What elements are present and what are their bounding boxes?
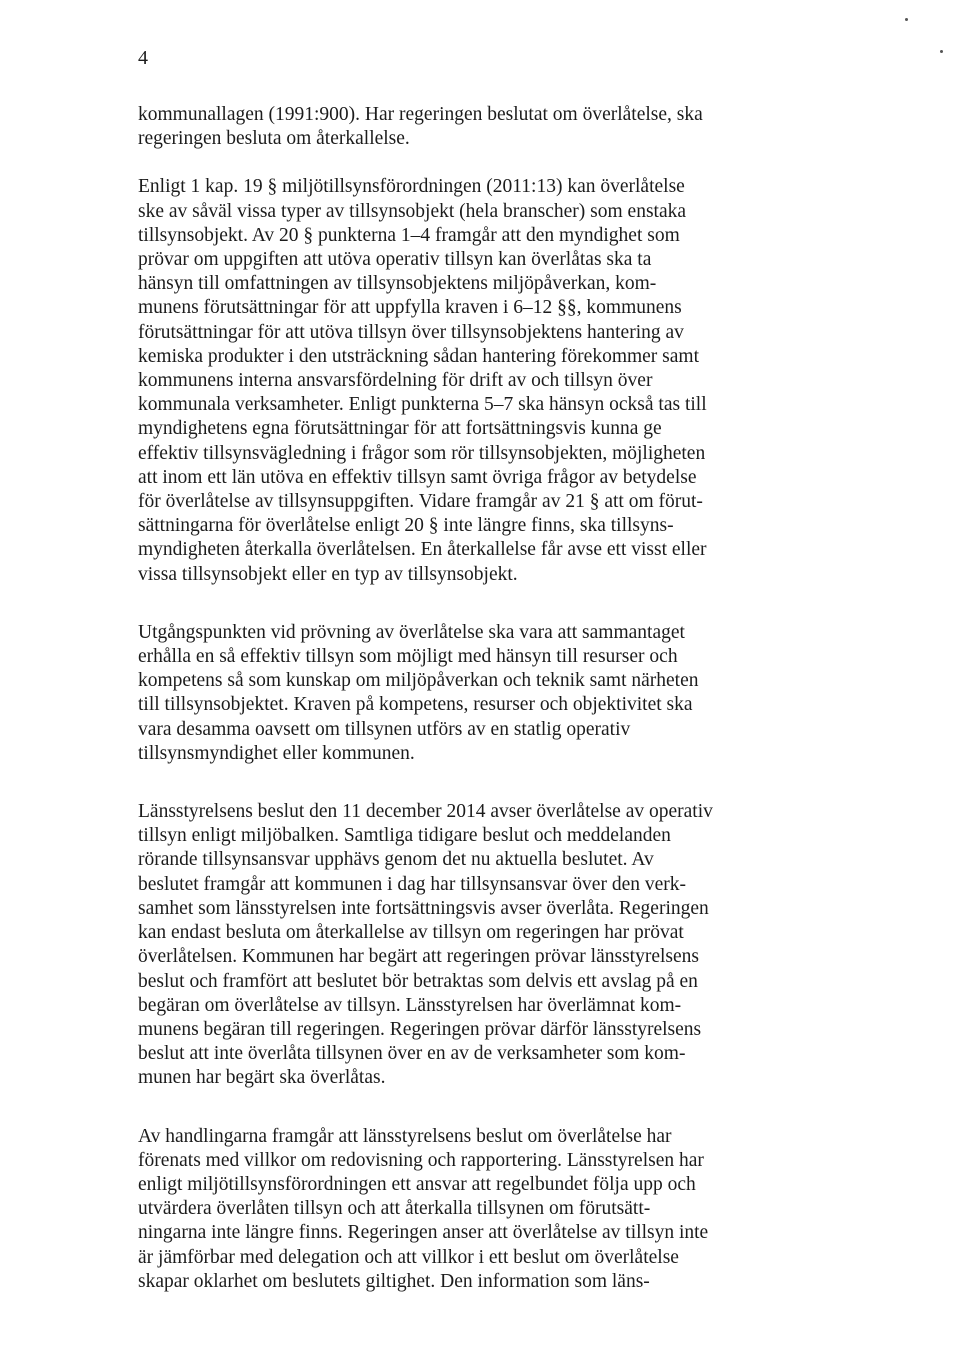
text-line: beslut och framfört att beslutet bör betraktas som delvis ett avslag på en [138, 970, 698, 992]
text-line: kommunens interna ansvarsfördelning för drift av och tillsyn över [138, 370, 653, 392]
text-line: begäran om överlåtelse av tillsyn. Länsstyrelsen har överlämnat kom- [138, 994, 682, 1016]
text-line: myndigheten återkalla överlåtelsen. En återkallelse får avse ett visst eller [138, 539, 707, 561]
document-body [138, 103, 778, 1294]
paragraph-2 [138, 175, 778, 586]
text-line: kompetens så som kunskap om miljöpåverkan och teknik samt närheten [138, 670, 699, 692]
text-line: tillsynsobjekt. Av 20 § punkterna 1–4 framgår att den myndighet som [138, 224, 680, 246]
text-line: beslutet framgår att kommunen i dag har tillsynsansvar över den verk- [138, 873, 686, 895]
scan-speck [940, 50, 943, 53]
text-line: beslut att inte överlåta tillsynen över en av de verksamheter som kom- [138, 1043, 686, 1065]
text-line: kemiska produkter i den utsträckning sådan hantering förekommer samt [138, 345, 700, 367]
text-line: hänsyn till omfattningen av tillsynsobjektens miljöpåverkan, kom- [138, 273, 657, 295]
text-line: prövar om uppgiften att utöva operativ tillsyn kan överlåtas ska ta [138, 249, 652, 271]
text-line: förutsättningar för att utöva tillsyn över tillsynsobjektens hantering av [138, 321, 684, 343]
text-line: Enligt 1 kap. 19 § miljötillsynsförordningen (2011:13) kan överlåtelse [138, 176, 685, 198]
text-line: överlåtelsen. Kommunen har begärt att regeringen prövar länsstyrelsens [138, 946, 699, 968]
text-line: till tillsynsobjektet. Kraven på kompetens, resurser och objektivitet ska [138, 694, 693, 716]
text-line: utvärdera överlåten tillsyn och att återkalla tillsynen om förutsätt- [138, 1198, 651, 1220]
text-line: att inom ett län utöva en effektiv tillsyn samt övriga frågor av betydelse [138, 466, 697, 488]
text-line: kommunallagen (1991:900). Har regeringen beslutat om överlåtelse, ska [138, 104, 703, 125]
text-line: effektiv tillsynsvägledning i frågor som rör tillsynsobjekten, möjligheten [138, 442, 706, 464]
text-line: ske av såväl vissa typer av tillsynsobjekt (hela branscher) som enstaka [138, 200, 687, 222]
text-line: rörande tillsynsansvar upphävs genom det nu aktuella beslutet. Av [138, 849, 654, 871]
text-line: erhålla en så effektiv tillsyn som möjligt med hänsyn till resurser och [138, 646, 678, 668]
text-line: tillsynsmyndighet eller kommunen. [138, 742, 415, 764]
text-line: samhet som länsstyrelsen inte fortsättningsvis avser överlåta. Regeringen [138, 897, 709, 919]
text-line: för överlåtelse av tillsynsuppgiften. Vidare framgår av 21 § att om förut- [138, 491, 703, 513]
text-line: kommunala verksamheter. Enligt punkterna 5–7 ska hänsyn också tas till [138, 394, 707, 416]
text-line: vara desamma oavsett om tillsynen utförs av en statlig operativ [138, 718, 631, 740]
text-line: munens förutsättningar för att uppfylla kraven i 6–12 §§, kommunens [138, 297, 682, 319]
text-line: Utgångspunkten vid prövning av överlåtelse ska vara att sammantaget [138, 621, 685, 643]
text-line: tillsyn enligt miljöbalken. Samtliga tidigare beslut och meddelanden [138, 825, 671, 847]
paragraph-1 [138, 103, 778, 151]
text-line: kan endast besluta om återkallelse av tillsyn om regeringen har prövat [138, 922, 684, 944]
text-line: Länsstyrelsens beslut den 11 december 2014 avser överlåtelse av operativ [138, 801, 713, 823]
text-line: enligt miljötillsynsförordningen ett ansvar att regelbundet följa upp och [138, 1173, 696, 1195]
text-line: förenats med villkor om redovisning och rapportering. Länsstyrelsen har [138, 1149, 704, 1171]
text-line: vissa tillsynsobjekt eller en typ av tillsynsobjekt. [138, 563, 518, 585]
scan-speck [905, 18, 908, 21]
page-number: 4 [138, 47, 148, 69]
paragraph-5 [138, 1125, 778, 1294]
text-line: Av handlingarna framgår att länsstyrelsens beslut om överlåtelse har [138, 1125, 672, 1147]
text-line: skapar oklarhet om beslutets giltighet. Den information som läns- [138, 1270, 650, 1292]
paragraph-3 [138, 621, 778, 766]
text-line: sättningarna för överlåtelse enligt 20 § inte längre finns, ska tillsyns- [138, 515, 674, 537]
paragraph-4 [138, 800, 778, 1090]
text-line: är jämförbar med delegation och att villkor i ett beslut om överlåtelse [138, 1246, 679, 1268]
text-line: ningarna inte längre finns. Regeringen anser att överlåtelse av tillsyn inte [138, 1222, 709, 1244]
text-line: myndighetens egna förutsättningar för att fortsättningsvis kunna ge [138, 418, 662, 440]
text-line: munen har begärt ska överlåtas. [138, 1067, 386, 1089]
text-line: regeringen besluta om återkallelse. [138, 128, 410, 150]
text-line: munens begäran till regeringen. Regeringen prövar därför länsstyrelsens [138, 1018, 702, 1040]
